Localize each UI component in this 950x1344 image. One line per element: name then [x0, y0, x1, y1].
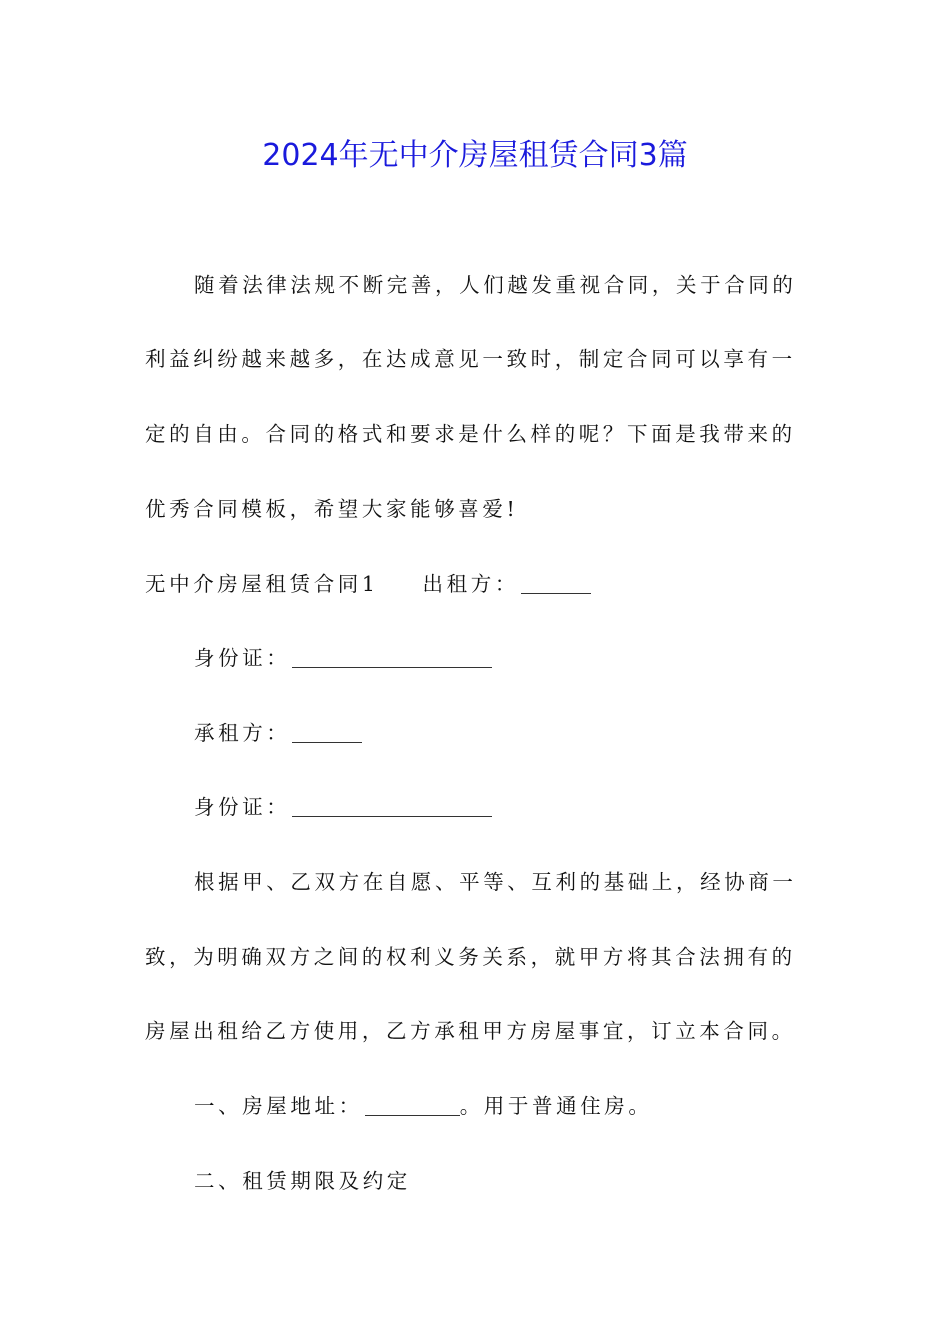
address-blank — [365, 1095, 460, 1116]
preamble-line: 根据甲、乙双方在自愿、平等、互利的基础上，经协商一 — [194, 870, 797, 894]
intro-line: 优秀合同模板，希望大家能够喜爱! — [145, 497, 519, 521]
section-2-heading: 二、租赁期限及约定 — [194, 1169, 411, 1193]
intro-line: 定的自由。合同的格式和要求是什么样的呢？下面是我带来的 — [145, 422, 796, 446]
lessor-id-row — [194, 643, 492, 673]
section-1-label: 一、房屋地址： — [194, 1094, 363, 1118]
contract-heading: 无中介房屋租赁合同1 — [145, 572, 379, 596]
lessee-id-row — [194, 792, 492, 822]
lessee-id-blank — [292, 796, 492, 817]
lessee-blank — [292, 722, 362, 743]
section-1-row — [194, 1091, 653, 1121]
lessor-label: 出租方： — [422, 572, 519, 596]
lessee-row — [194, 718, 362, 748]
lessor-blank — [521, 573, 591, 594]
intro-line: 利益纠纷越来越多，在达成意见一致时，制定合同可以享有一 — [145, 347, 796, 371]
intro-line: 随着法律法规不断完善，人们越发重视合同，关于合同的 — [194, 273, 797, 297]
lessee-label: 承租方： — [194, 721, 291, 745]
lessor-id-blank — [292, 647, 492, 668]
preamble-line: 房屋出租给乙方使用，乙方承租甲方房屋事宜，订立本合同。 — [145, 1019, 796, 1043]
preamble-line: 致，为明确双方之间的权利义务关系，就甲方将其合法拥有的 — [145, 945, 796, 969]
lessee-id-label: 身份证： — [194, 795, 291, 819]
lessor-id-label: 身份证： — [194, 646, 291, 670]
section-1-suffix: 。用于普通住房。 — [459, 1094, 653, 1118]
contract-heading-row — [145, 569, 591, 599]
document-title: 2024年无中介房屋租赁合同3篇 — [262, 138, 688, 173]
